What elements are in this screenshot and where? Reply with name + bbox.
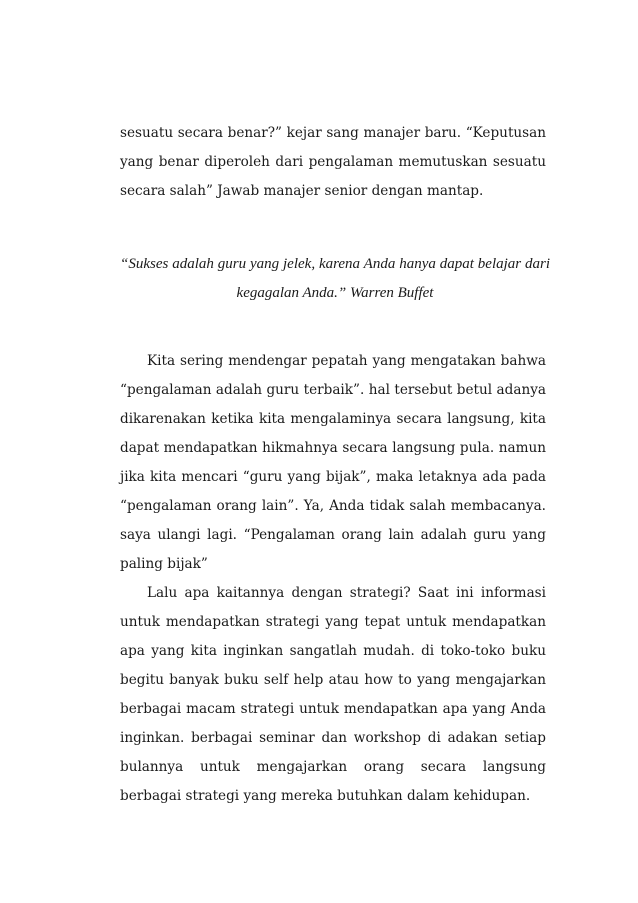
paragraph-pengalaman: Kita sering mendengar pepatah yang mengatakan bahwa “pengalaman adalah guru terbaik”. hal tersebut betul adanya dikarenakan ketika kita mengalaminya secara langsung, kita dapat mendapatkan hikmahnya secara langsung pula. namun jika kita mencari “guru yang bijak”, maka letaknya ada pada “pengalaman orang lain”. Ya, Anda tidak salah membacanya. saya ulangi lagi. “Pengalaman orang lain adalah guru yang paling bijak”: [120, 353, 546, 572]
quote-line-2: kegagalan Anda.” Warren Buffet: [236, 285, 434, 301]
paragraph-intro: sesuatu secara benar?” kejar sang manajer baru. “Keputusan yang benar diperoleh dari pengalaman memutuskan sesuatu secara salah” Jawab manajer senior dengan mantap.: [120, 125, 546, 199]
quote-block: [120, 250, 550, 308]
paragraph-strategi: Lalu apa kaitannya dengan strategi? Saat ini informasi untuk mendapatkan strategi yang tepat untuk mendapatkan apa yang kita inginkan sangatlah mudah. di toko-toko buku begitu banyak buku self help atau how to yang mengajarkan berbagai macam strategi untuk mendapatkan apa yang Anda inginkan. berbagai seminar dan workshop di adakan setiap bulannya untuk mengajarkan orang secara langsung berbagai strategi yang mereka butuhkan dalam kehidupan.: [120, 585, 546, 804]
quote-line-1: “Sukses adalah guru yang jelek, karena Anda hanya dapat belajar dari: [120, 256, 550, 272]
